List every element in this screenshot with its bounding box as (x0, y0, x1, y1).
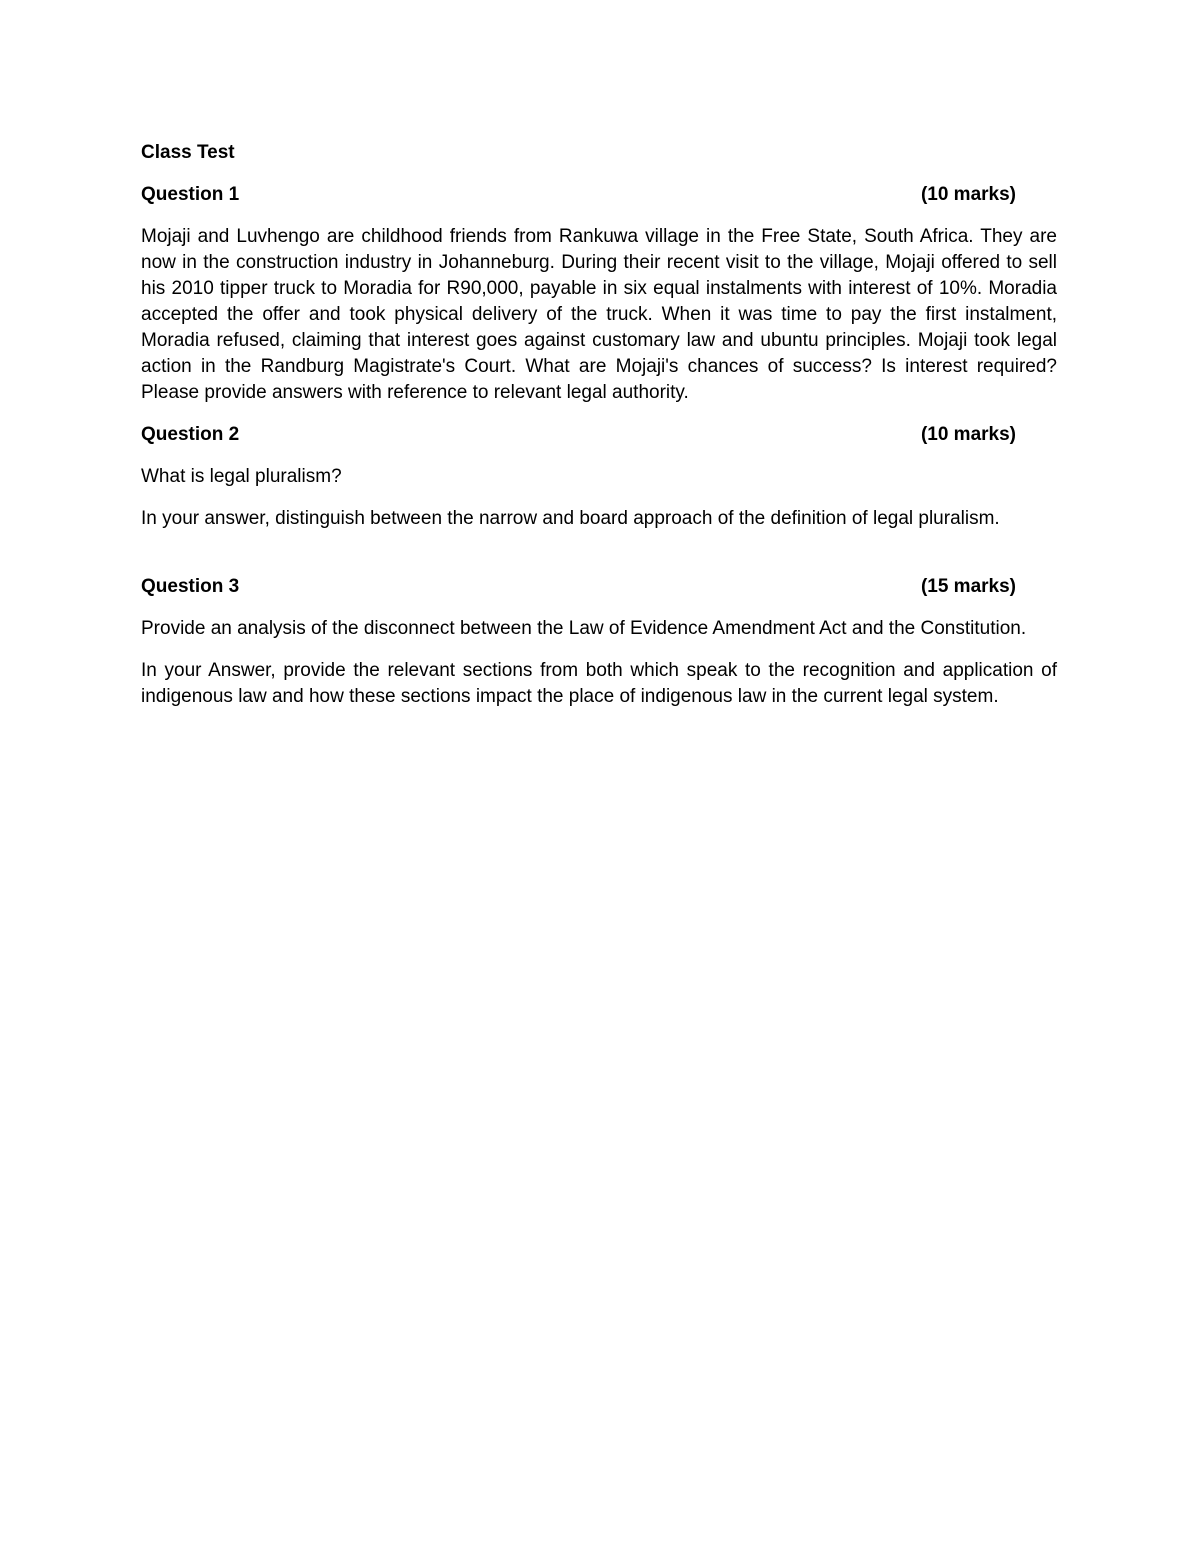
question-3-paragraph-1: Provide an analysis of the disconnect between the Law of Evidence Amendment Act and the Constitution. (141, 618, 1027, 639)
question-2-marks: (10 marks) (920, 424, 1016, 445)
question-2-heading: Question 2 (141, 424, 240, 445)
question-3 (141, 574, 1057, 710)
question-2-paragraph-2: In your answer, distinguish between the narrow and board approach of the definition of legal pluralism. (141, 508, 1000, 529)
question-2-paragraph-1: What is legal pluralism? (141, 466, 342, 487)
question-1 (141, 182, 1057, 406)
question-2-header (141, 422, 1057, 448)
question-1-paragraph-1: Mojaji and Luvhengo are childhood friends from Rankuwa village in the Free State, South Africa. They are now in the construction industry in Johanneburg. During their recent visit to the village, Mojaji offered to sell his 2010 tipper truck to Moradia for R90,000, payable in six equal instalments with interest of 10%. Moradia accepted the offer and took physical delivery of the truck. When it was time to pay the first instalment, Moradia refused, claiming that interest goes against customary law and ubuntu principles. Mojaji took legal action in the Randburg Magistrate's Court. What are Mojaji's chances of success? Is interest required? Please provide answers with reference to relevant legal authority. (141, 226, 1057, 403)
question-1-header (141, 182, 1057, 208)
question-3-marks: (15 marks) (920, 576, 1016, 597)
document-title: Class Test (141, 142, 235, 163)
question-3-header (141, 574, 1057, 600)
question-3-paragraph-2: In your Answer, provide the relevant sections from both which speak to the recognition and application of indigenous law and how these sections impact the place of indigenous law in the current legal system. (141, 660, 1057, 707)
question-3-heading: Question 3 (141, 576, 240, 597)
document-page (141, 140, 1057, 726)
question-1-heading: Question 1 (141, 184, 240, 205)
question-1-marks: (10 marks) (920, 184, 1016, 205)
question-2 (141, 422, 1057, 532)
